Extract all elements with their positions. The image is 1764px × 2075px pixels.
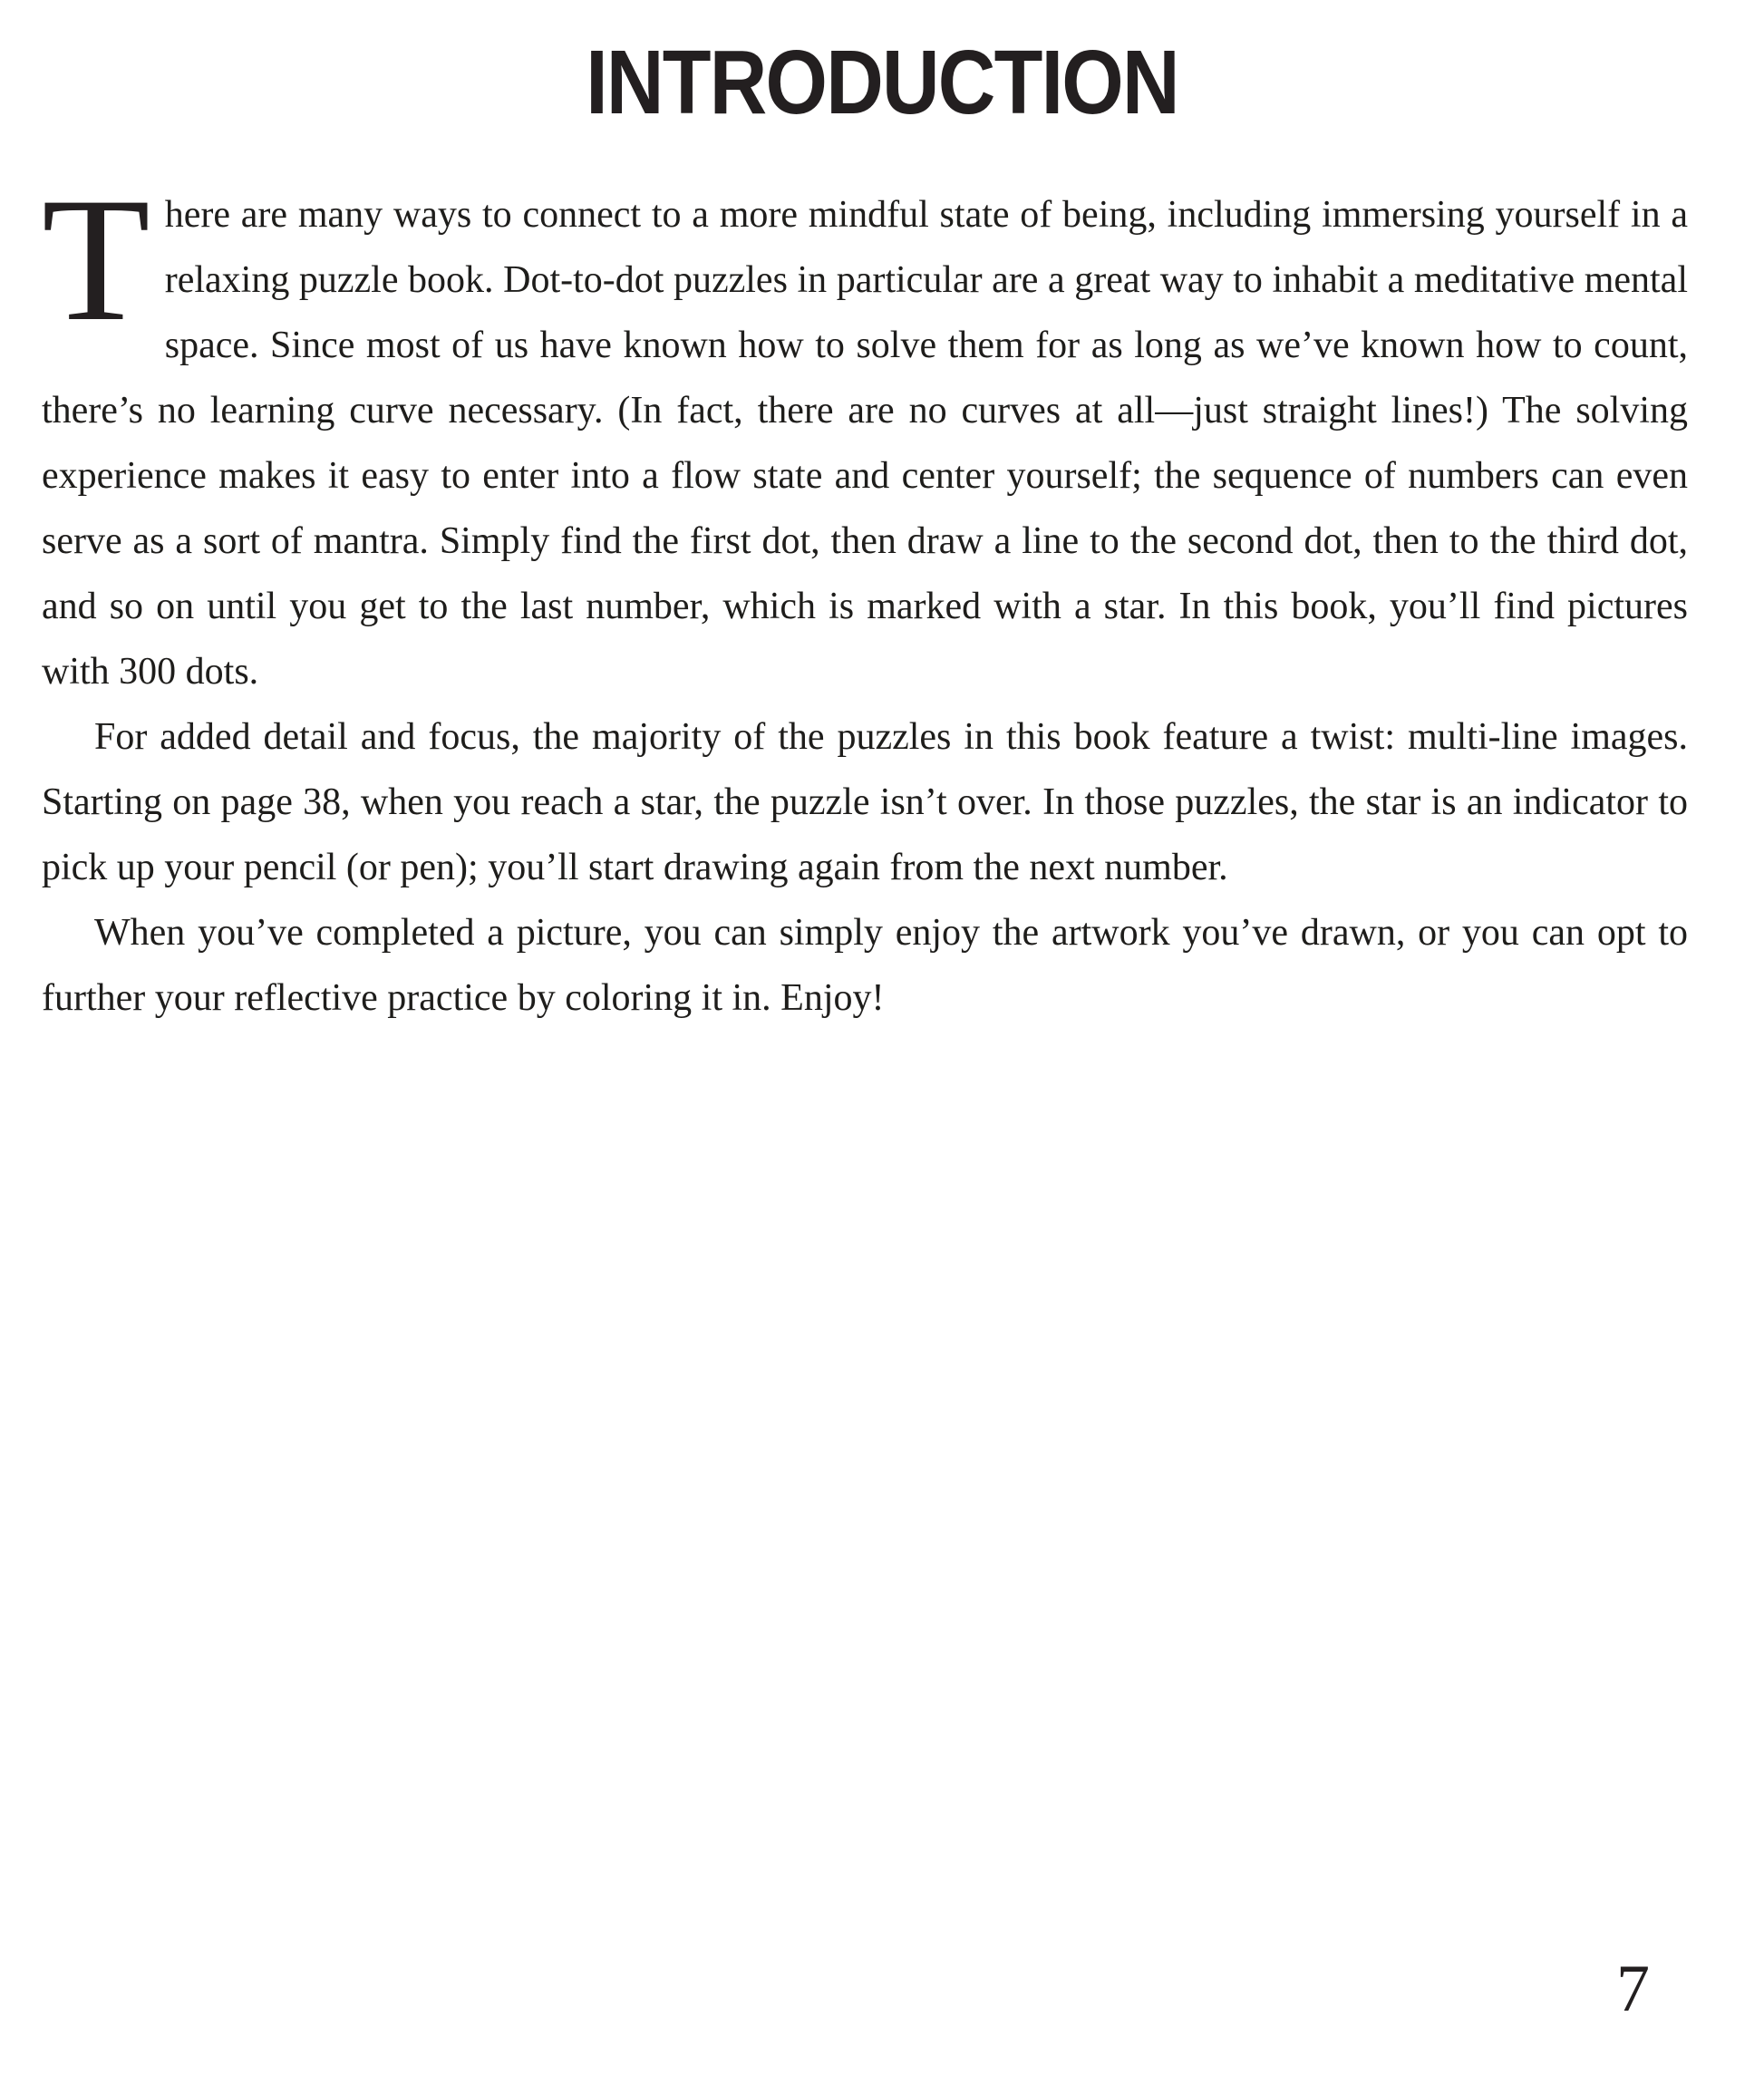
page-number: 7 (1616, 1952, 1650, 2026)
introduction-text (42, 161, 1688, 1031)
paragraph-2: For added detail and focus, the majority of the puzzles in this book feature a twist: multi-line images. Starting on page 38, when you reach a star, the puzzle isn’t over. In those puzzles, the star is an indicator to pick up your pencil (or pen); you’ll start drawing again from the next number. (42, 716, 1688, 888)
paragraph-3: When you’ve completed a picture, you can simply enjoy the artwork you’ve drawn, or you can opt to further your reflective practice by coloring it in. Enjoy! (42, 912, 1688, 1019)
page-title: INTRODUCTION (586, 32, 1178, 133)
paragraph-1 (42, 161, 1688, 704)
paragraph-1-text: here are many ways to connect to a more mindful state of being, including immersing yourself in a relaxing puzzle book. Dot-to-dot puzzles in particular are a great way to inhabit a meditative mental space. Since most of us have known how to solve them for as long as we’ve known how to count, there’s no learning curve necessary. (In fact, there are no curves at all—just straight lines!) The solving experience makes it easy to enter into a flow state and center yourself; the sequence of numbers can even serve as a sort of mantra. Simply find the first dot, then draw a line to the second dot, then to the third dot, and so on until you get to the last number, which is marked with a star. In this book, you’ll find pictures with 300 dots. (42, 194, 1688, 693)
dropcap-letter: T (42, 161, 150, 358)
